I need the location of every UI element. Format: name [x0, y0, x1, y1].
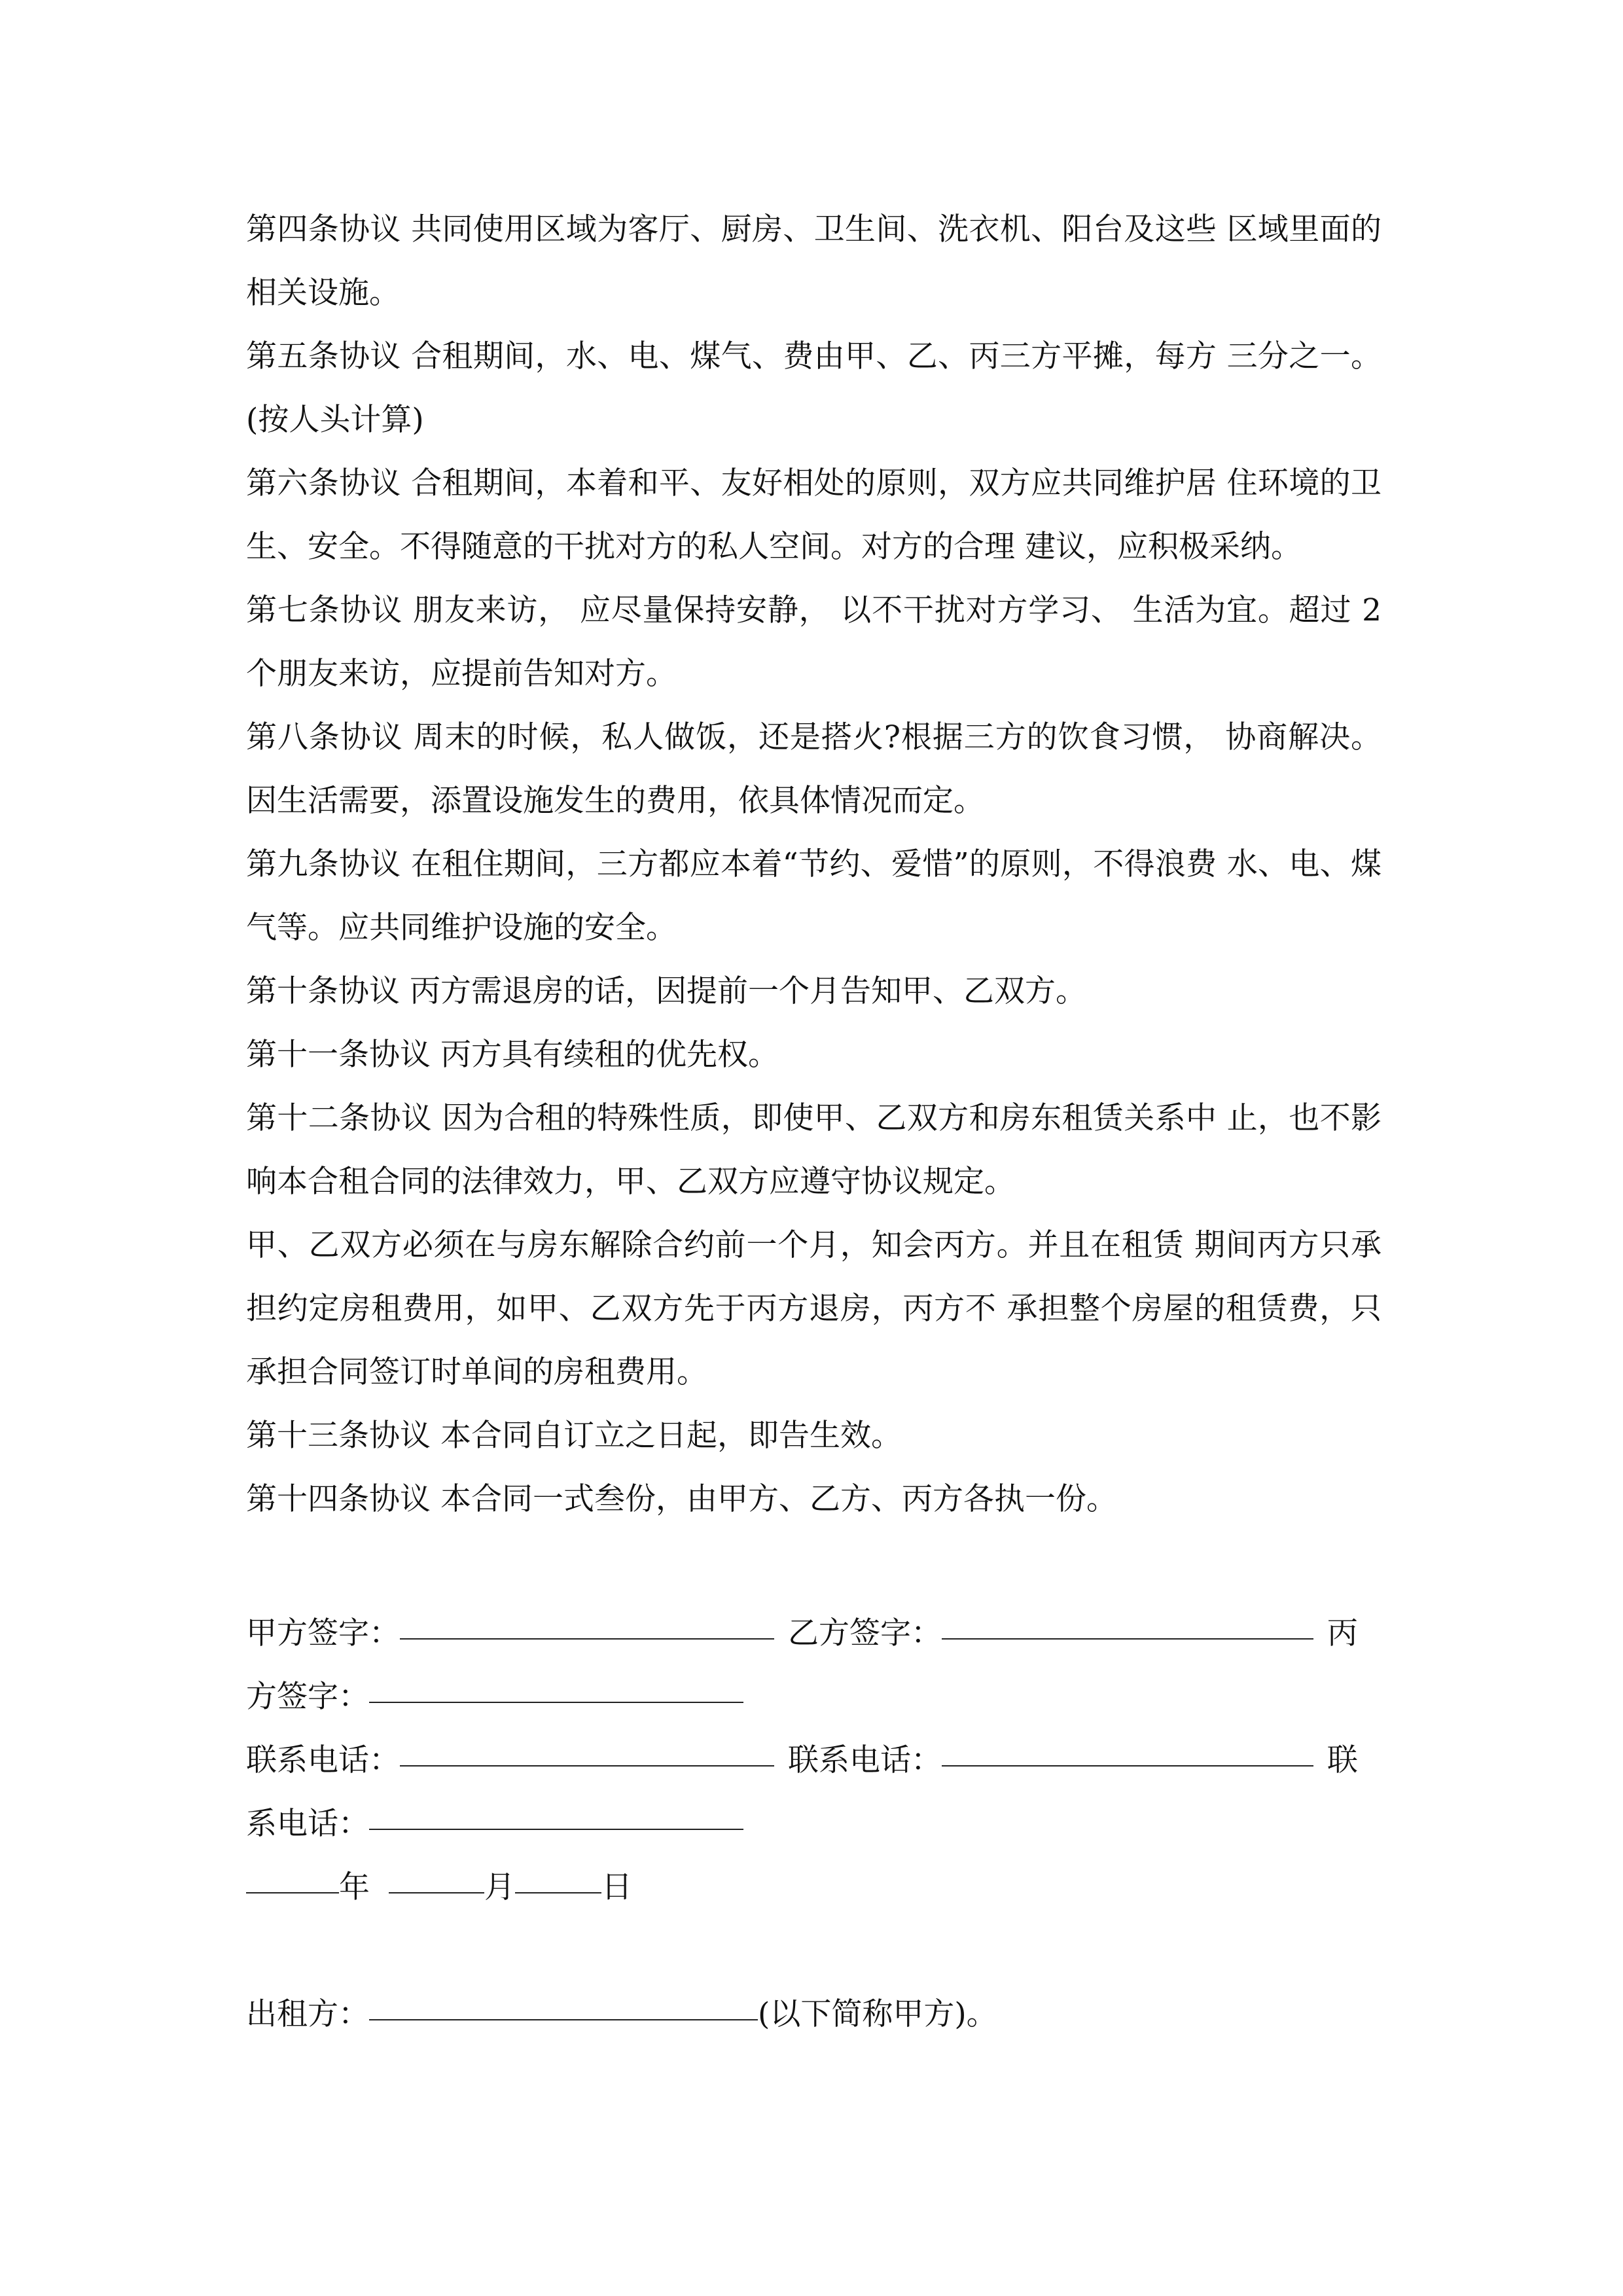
- clause-8: 第八条协议 周末的时候，私人做饭，还是搭火?根据三方的饮食习惯， 协商解决。因生活需要，添置设施发生的费用，依具体情况而定。: [246, 719, 1382, 819]
- clause-14: 第十四条协议 本合同一式叁份，由甲方、乙方、丙方各执一份。: [246, 1481, 1117, 1517]
- party-a-phone-blank[interactable]: [400, 1765, 774, 1767]
- clause-9: 第九条协议 在租住期间，三方都应本着“节约、爱惜”的原则，不得浪费 水、电、煤气等。应共同维护设施的安全。: [246, 846, 1382, 946]
- month-blank[interactable]: [389, 1892, 484, 1893]
- clause-13: 第十三条协议 本合同自订立之日起，即告生效。: [246, 1418, 902, 1454]
- clause-4: 第四条协议 共同使用区域为客厅、厨房、卫生间、洗衣机、阳台及这些 区域里面的相关设施。: [246, 211, 1382, 311]
- clause-6: 第六条协议 合租期间，本着和平、友好相处的原则，双方应共同维护居 住环境的卫生、安全。不得随意的干扰对方的私人空间。对方的合理 建议，应积极采纳。: [246, 465, 1382, 565]
- lessor-label: 出租方：: [246, 1996, 369, 2032]
- party-a-sign-blank[interactable]: [400, 1638, 774, 1640]
- party-b-sign-blank[interactable]: [942, 1638, 1313, 1640]
- month-label: 月: [484, 1869, 515, 1905]
- party-b-phone-label: 联系电话：: [787, 1742, 942, 1778]
- lessor-row: [246, 1982, 997, 2046]
- day-label: 日: [601, 1869, 632, 1905]
- clause-12-continued: 甲、乙双方必须在与房东解除合约前一个月，知会丙方。并且在租赁 期间丙方只承担约定房租费用，如甲、乙双方先于丙方退房，丙方不 承担整个房屋的租赁费，只承担合同签订时单间的房租费用。: [246, 1227, 1382, 1390]
- clause-11: 第十一条协议 丙方具有续租的优先权。: [246, 1037, 779, 1073]
- signature-row: [246, 1602, 1358, 1665]
- party-c-phone-blank[interactable]: [369, 1829, 743, 1830]
- clause-12: 第十二条协议 因为合租的特殊性质，即使甲、乙双方和房东租赁关系中 止，也不影响本合租合同的法律效力，甲、乙双方应遵守协议规定。: [246, 1100, 1382, 1200]
- date-row: [246, 1856, 632, 1919]
- contract-clauses: [246, 198, 1382, 1531]
- party-c-phone-label-end: 系电话：: [246, 1806, 369, 1842]
- clause-10: 第十条协议 丙方需退房的话，因提前一个月告知甲、乙双方。: [246, 973, 1086, 1009]
- lessor-suffix: (以下简称甲方)。: [758, 1996, 997, 2032]
- party-b-phone-blank[interactable]: [942, 1765, 1313, 1767]
- phone-row-continued: [246, 1792, 743, 1856]
- party-a-sign-label: 甲方签字：: [246, 1615, 400, 1651]
- year-label: 年: [339, 1869, 370, 1905]
- year-blank[interactable]: [246, 1892, 339, 1893]
- party-a-phone-label: 联系电话：: [246, 1742, 400, 1778]
- day-blank[interactable]: [515, 1892, 601, 1893]
- party-b-sign-label: 乙方签字：: [787, 1615, 942, 1651]
- phone-row: [246, 1729, 1358, 1792]
- lessor-blank[interactable]: [369, 2019, 758, 2020]
- clause-5: 第五条协议 合租期间，水、电、煤气、费由甲、乙、丙三方平摊，每方 三分之一。(按人头计算): [246, 338, 1382, 438]
- party-c-sign-blank[interactable]: [369, 1702, 743, 1703]
- party-c-phone-label-start: 联: [1327, 1742, 1358, 1778]
- clause-7: 第七条协议 朋友来访， 应尽量保持安静， 以不干扰对方学习、 生活为宜。超过 2 个朋友来访，应提前告知对方。: [246, 592, 1382, 692]
- signature-row-continued: [246, 1665, 743, 1729]
- party-c-sign-label-start: 丙: [1327, 1615, 1358, 1651]
- party-c-sign-label-end: 方签字：: [246, 1679, 369, 1715]
